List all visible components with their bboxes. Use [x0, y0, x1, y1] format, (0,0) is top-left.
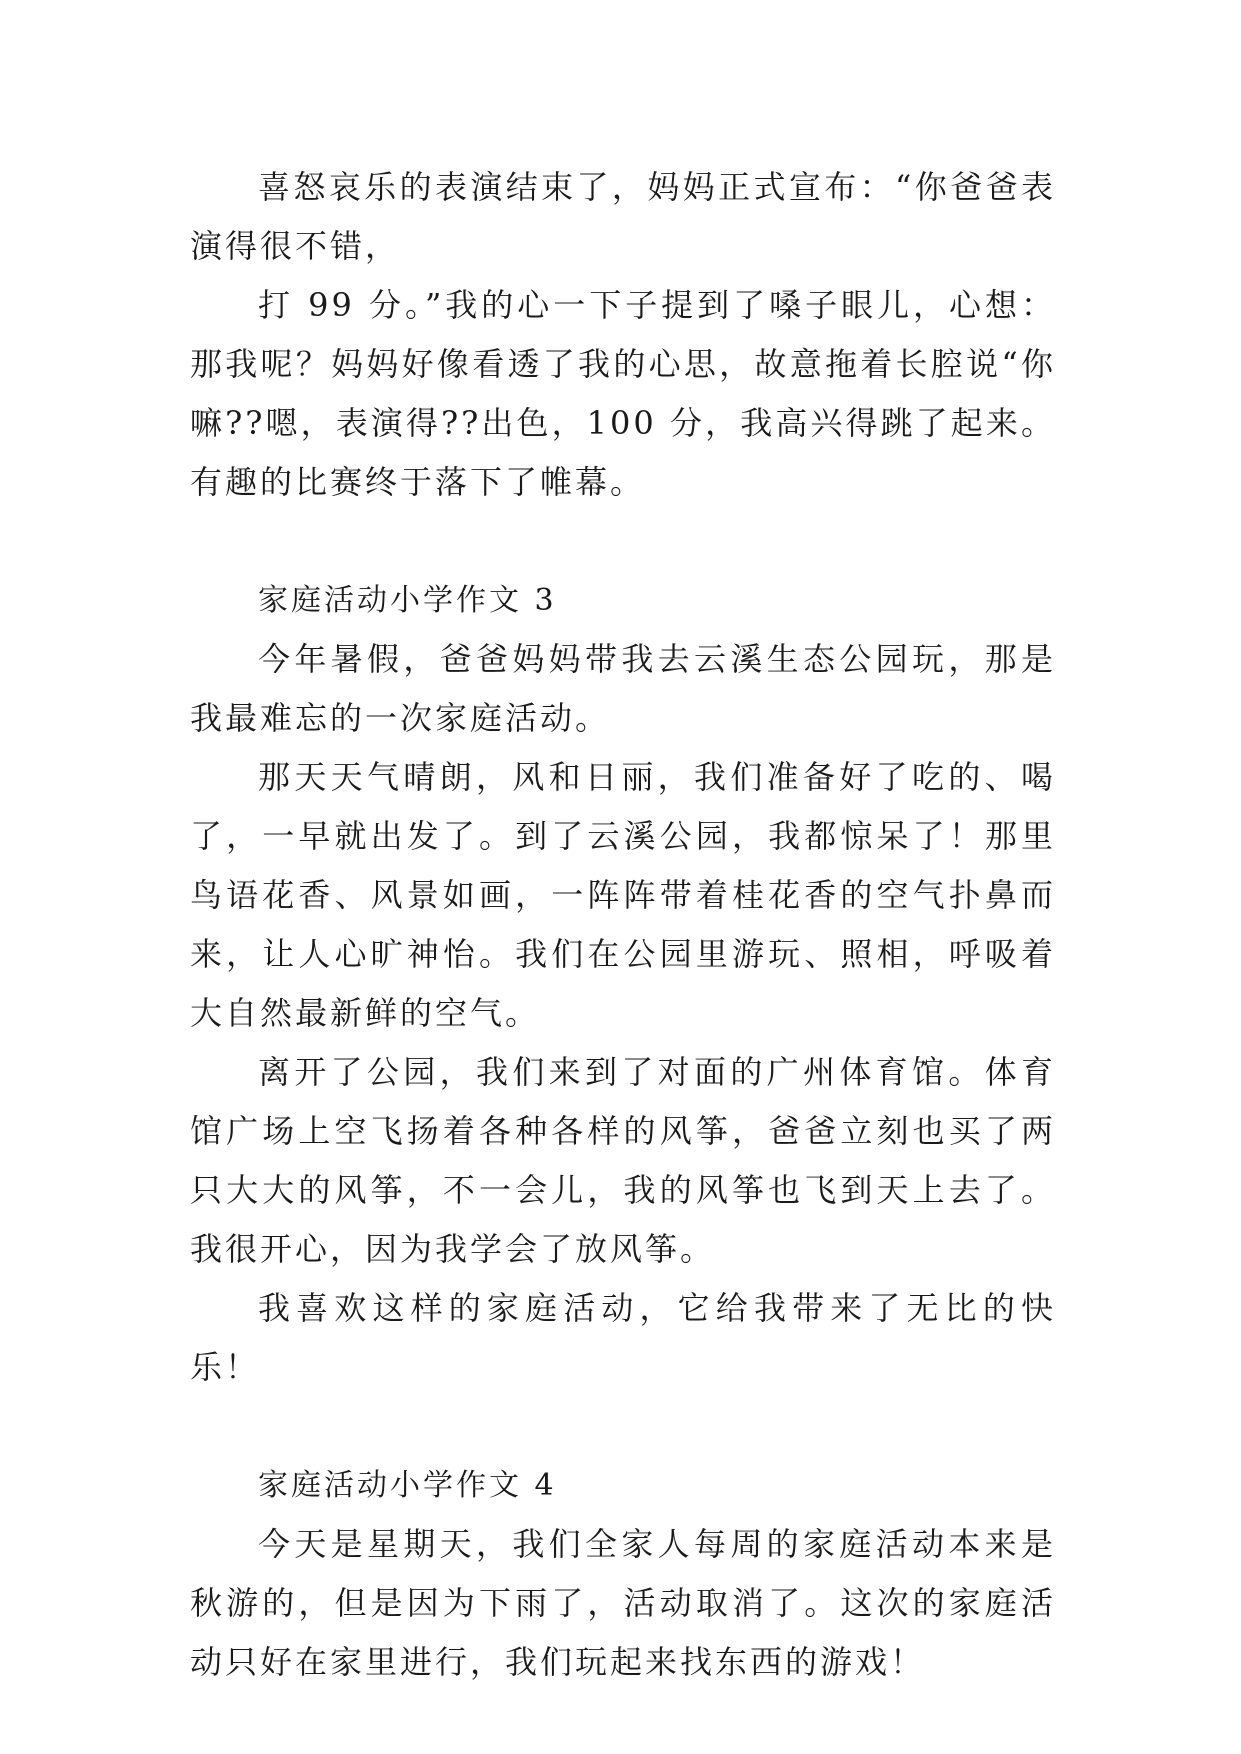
- section-heading: 家庭活动小学作文 3: [258, 583, 557, 618]
- section-heading: 家庭活动小学作文 4: [258, 1468, 557, 1503]
- paragraph: 打 99 分。”我的心一下子提到了嗓子眼儿，心想：那我呢？妈妈好像看透了我的心思，故意拖着长腔说“你嘛??嗯，表演得??出色，100 分，我高兴得跳了起来。有趣的比赛终于落下了帷幕。: [190, 286, 1056, 501]
- section-gap: [190, 1397, 1056, 1456]
- section-gap: [190, 512, 1056, 571]
- paragraph: 今天是星期天，我们全家人每周的家庭活动本来是秋游的，但是因为下雨了，活动取消了。这次的家庭活动只好在家里进行，我们玩起来找东西的游戏！: [190, 1525, 1056, 1681]
- paragraph: 我喜欢这样的家庭活动，它给我带来了无比的快乐！: [190, 1289, 1056, 1386]
- paragraph: 离开了公园，我们来到了对面的广州体育馆。体育馆广场上空飞扬着各种各样的风筝，爸爸立刻也买了两只大大的风筝，不一会儿，我的风筝也飞到天上去了。我很开心，因为我学会了放风筝。: [190, 1053, 1056, 1268]
- paragraph: 喜怒哀乐的表演结束了，妈妈正式宣布：“你爸爸表演得很不错，: [190, 168, 1056, 265]
- paragraph: 今年暑假，爸爸妈妈带我去云溪生态公园玩，那是我最难忘的一次家庭活动。: [190, 640, 1056, 737]
- document-body: [190, 158, 1056, 1692]
- paragraph: 那天天气晴朗，风和日丽，我们准备好了吃的、喝了，一早就出发了。到了云溪公园，我都惊呆了！那里鸟语花香、风景如画，一阵阵带着桂花香的空气扑鼻而来，让人心旷神怡。我们在公园里游玩、照相，呼吸着大自然最新鲜的空气。: [190, 758, 1056, 1032]
